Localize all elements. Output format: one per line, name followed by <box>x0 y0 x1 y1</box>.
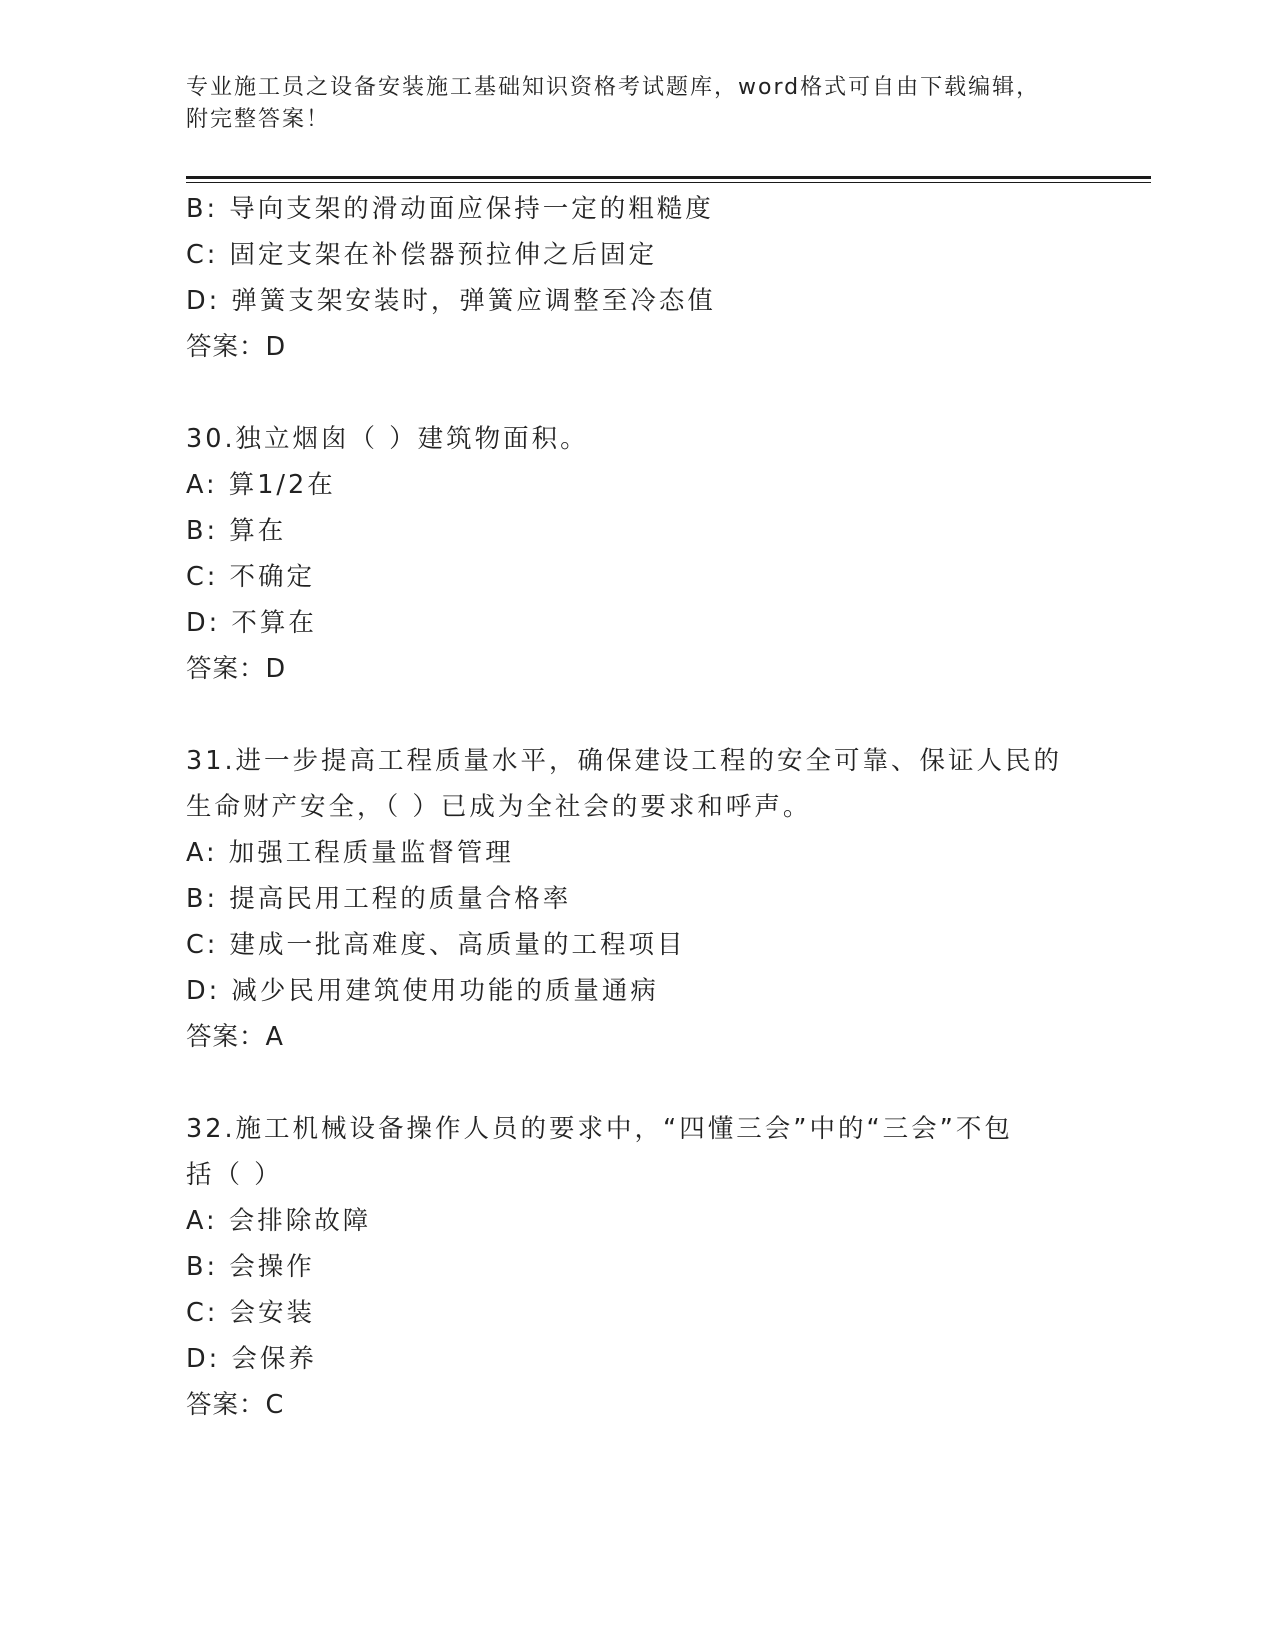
option-d: D: 弹簧支架安装时，弹簧应调整至冷态值 <box>186 286 716 316</box>
header-divider-thin <box>186 182 1151 183</box>
option-b: B: 导向支架的滑动面应保持一定的粗糙度 <box>186 194 714 224</box>
question-stem-line-2: 括（ ） <box>186 1160 283 1190</box>
option-b: B: 会操作 <box>186 1252 315 1282</box>
question-stem: 30.独立烟囱（ ）建筑物面积。 <box>186 424 589 454</box>
option-d: D: 减少民用建筑使用功能的质量通病 <box>186 976 659 1006</box>
answer: 答案：D <box>186 332 287 362</box>
answer: 答案：C <box>186 1390 285 1420</box>
question-stem-line-2: 生命财产安全，（ ）已成为全社会的要求和呼声。 <box>186 792 812 822</box>
option-a: A: 加强工程质量监督管理 <box>186 838 514 868</box>
option-a: A: 会排除故障 <box>186 1206 372 1236</box>
option-b: B: 算在 <box>186 516 287 546</box>
question-32 <box>186 1106 1086 1428</box>
header-line-2: 附完整答案！ <box>186 107 331 132</box>
option-c: C: 不确定 <box>186 562 316 592</box>
document-header <box>186 72 1086 136</box>
question-31 <box>186 738 1086 1060</box>
answer: 答案：D <box>186 654 287 684</box>
option-c: C: 建成一批高难度、高质量的工程项目 <box>186 930 686 960</box>
question-stem-line-1: 31.进一步提高工程质量水平，确保建设工程的安全可靠、保证人民的 <box>186 746 1063 776</box>
header-divider-thick <box>186 176 1151 179</box>
question-list <box>186 186 1086 1428</box>
question-29 <box>186 186 1086 370</box>
option-d: D: 不算在 <box>186 608 317 638</box>
question-30 <box>186 416 1086 692</box>
option-c: C: 固定支架在补偿器预拉伸之后固定 <box>186 240 658 270</box>
answer: 答案：A <box>186 1022 284 1052</box>
question-stem-line-1: 32.施工机械设备操作人员的要求中，“四懂三会”中的“三会”不包 <box>186 1114 1013 1144</box>
option-b: B: 提高民用工程的质量合格率 <box>186 884 572 914</box>
option-a: A: 算1/2在 <box>186 470 336 500</box>
option-c: C: 会安装 <box>186 1298 316 1328</box>
option-d: D: 会保养 <box>186 1344 317 1374</box>
header-line-1: 专业施工员之设备安装施工基础知识资格考试题库，word格式可自由下载编辑， <box>186 75 1041 100</box>
